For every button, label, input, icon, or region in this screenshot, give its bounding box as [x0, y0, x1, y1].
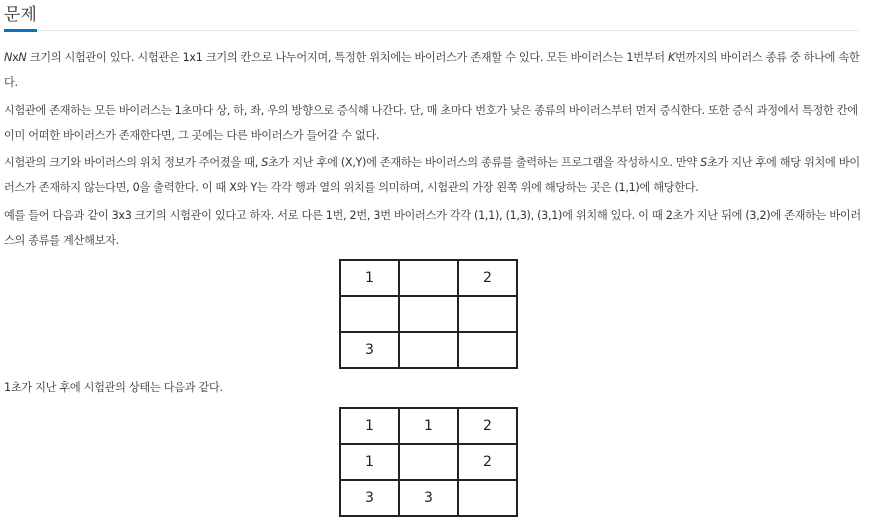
example-grid-initial [339, 259, 518, 369]
grid-cell [458, 332, 517, 368]
times-sign: x [12, 51, 19, 64]
section-title: 문제 [4, 4, 37, 32]
grid-row [340, 444, 517, 480]
paragraph-text: 초가 지난 후에 해당 위치에 바이러스가 존재하지 않는다면, 0을 출력한다. 이 때 X와 Y는 각각 행과 열의 위치를 의미하며, 시험관의 가장 왼쪽 위에 해당하는 곳은 (1,1)에 해당한다. [4, 156, 860, 194]
grid-cell [399, 260, 458, 296]
problem-paragraph-4: 예를 들어 다음과 같이 3x3 크기의 시험관이 있다고 하자. 서로 다른 1번, 2번, 3번 바이러스가 각각 (1,1), (1,3), (3,1)에 위치해 있다. 이 때 2초가 지난 뒤에 (3,2)에 존재하는 바이러스의 종류를 계산해보자. [4, 209, 861, 247]
paragraph-text: 초가 지난 후에 (X,Y)에 존재하는 바이러스의 종류를 출력하는 프로그램을 작성하시오. 만약 [268, 156, 701, 169]
grid-cell: 3 [340, 332, 399, 368]
grid-cell: 1 [340, 408, 399, 444]
grid-cell [399, 296, 458, 332]
problem-paragraph-5: 1초가 지난 후에 시험관의 상태는 다음과 같다. [4, 381, 223, 394]
grid-row [340, 296, 517, 332]
var-s: S [261, 156, 269, 169]
paragraph-text: 번까지의 바이러스 종류 중 하나에 속한다. [4, 51, 860, 89]
grid-cell: 2 [458, 444, 517, 480]
grid-row [340, 260, 517, 296]
problem-paragraph-2: 시험관에 존재하는 모든 바이러스는 1초마다 상, 하, 좌, 우의 방향으로 증식해 나간다. 단, 매 초마다 번호가 낮은 종류의 바이러스부터 먼저 증식한다. 또한 증식 과정에서 특정한 칸에 이미 어떠한 바이러스가 존재한다면, 그 곳에는 다른 바이러스가 들어갈 수 없다. [4, 104, 858, 142]
grid-cell: 1 [340, 444, 399, 480]
problem-paragraph-3 [4, 150, 862, 200]
grid-cell: 1 [340, 260, 399, 296]
example-grid-after-1s [339, 407, 518, 517]
grid-cell [340, 296, 399, 332]
paragraph-text: 시험관의 크기와 바이러스의 위치 정보가 주어졌을 때, [4, 156, 262, 169]
grid-cell: 2 [458, 408, 517, 444]
grid-row [340, 408, 517, 444]
var-k: K [668, 51, 676, 64]
grid-cell: 1 [399, 408, 458, 444]
grid-cell [399, 444, 458, 480]
var-s: S [700, 156, 707, 169]
grid-cell [458, 480, 517, 516]
paragraph-text: 크기의 시험관이 있다. 시험관은 1x1 크기의 칸으로 나누어지며, 특정한 위치에는 바이러스가 존재할 수 있다. 모든 바이러스는 1번부터 [26, 51, 669, 64]
var-n: N [4, 51, 13, 64]
grid-cell: 2 [458, 260, 517, 296]
grid-cell: 3 [340, 480, 399, 516]
section-header [4, 4, 858, 31]
grid-row [340, 332, 517, 368]
grid-cell [399, 332, 458, 368]
grid-row [340, 480, 517, 516]
grid-cell: 3 [399, 480, 458, 516]
problem-paragraph-1 [4, 45, 862, 95]
var-n: N [18, 51, 27, 64]
grid-cell [458, 296, 517, 332]
